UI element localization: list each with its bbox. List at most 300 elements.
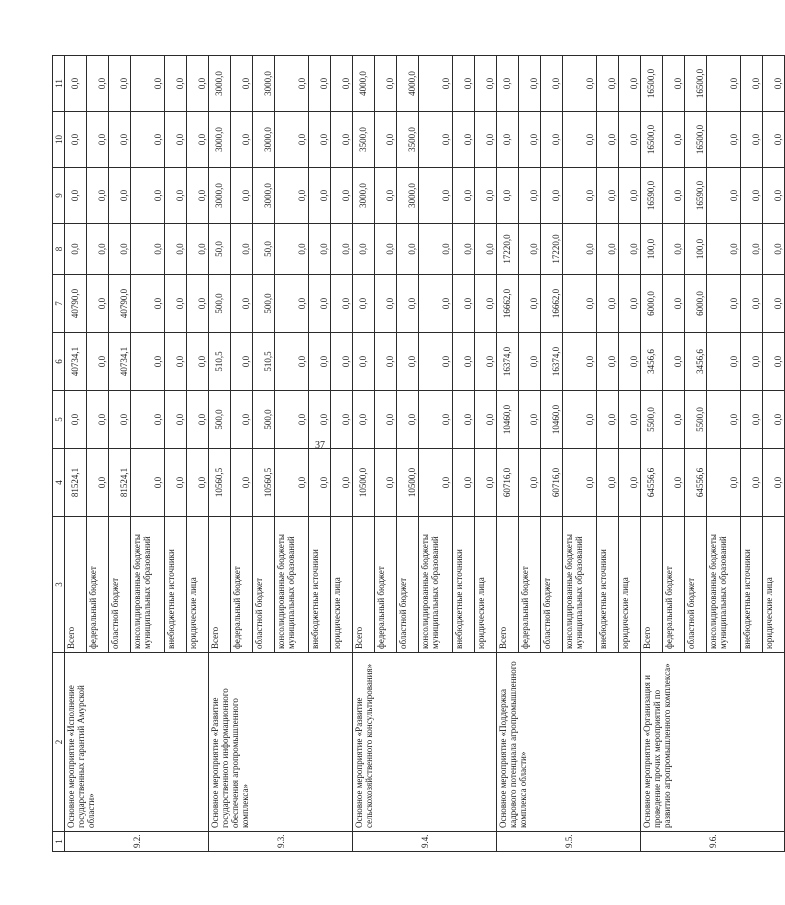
value-cell: 0,0 xyxy=(375,449,397,517)
value-cell: 10500,0 xyxy=(353,449,375,517)
value-cell: 0,0 xyxy=(563,391,597,449)
value-cell: 16500,0 xyxy=(641,56,663,112)
value-cell: 16590,0 xyxy=(641,168,663,224)
value-cell: 0,0 xyxy=(597,56,619,112)
value-cell: 0,0 xyxy=(397,275,419,333)
value-cell: 0,0 xyxy=(741,391,763,449)
funding-source: Всего xyxy=(641,517,663,653)
value-cell: 0,0 xyxy=(375,391,397,449)
value-cell: 0,0 xyxy=(763,224,785,275)
value-cell: 0,0 xyxy=(497,168,519,224)
value-cell: 0,0 xyxy=(619,333,641,391)
funding-source: внебюджетные источники xyxy=(741,517,763,653)
value-cell: 0,0 xyxy=(453,112,475,168)
row-index: 9.4. xyxy=(353,832,497,852)
value-cell: 81524,1 xyxy=(109,449,131,517)
value-cell: 0,0 xyxy=(275,56,309,112)
value-cell: 0,0 xyxy=(619,275,641,333)
value-cell: 0,0 xyxy=(707,224,741,275)
value-cell: 10560,5 xyxy=(209,449,231,517)
measure-name: Основное мероприятие «Организация и проведение прочих мероприятий по развитию агропромышленного комплекса» xyxy=(641,653,785,832)
table-body xyxy=(53,56,785,852)
value-cell: 3000,0 xyxy=(209,56,231,112)
value-cell: 0,0 xyxy=(741,275,763,333)
value-cell: 0,0 xyxy=(87,391,109,449)
value-cell: 0,0 xyxy=(331,391,353,449)
value-cell: 60716,0 xyxy=(541,449,563,517)
value-cell: 0,0 xyxy=(131,112,165,168)
value-cell: 0,0 xyxy=(331,56,353,112)
value-cell: 0,0 xyxy=(187,224,209,275)
value-cell: 0,0 xyxy=(187,391,209,449)
value-cell: 0,0 xyxy=(275,112,309,168)
header-cell: 2 xyxy=(53,653,65,832)
value-cell: 0,0 xyxy=(131,275,165,333)
value-cell: 0,0 xyxy=(597,224,619,275)
value-cell: 0,0 xyxy=(419,275,453,333)
value-cell: 0,0 xyxy=(541,112,563,168)
value-cell: 0,0 xyxy=(475,112,497,168)
table-row xyxy=(353,56,375,852)
value-cell: 10460,0 xyxy=(497,391,519,449)
value-cell: 0,0 xyxy=(397,333,419,391)
value-cell: 0,0 xyxy=(763,333,785,391)
value-cell: 17220,0 xyxy=(497,224,519,275)
value-cell: 0,0 xyxy=(763,56,785,112)
value-cell: 0,0 xyxy=(475,275,497,333)
value-cell: 0,0 xyxy=(309,112,331,168)
value-cell: 0,0 xyxy=(663,56,685,112)
funding-source: федеральный бюджет xyxy=(87,517,109,653)
value-cell: 0,0 xyxy=(619,56,641,112)
value-cell: 0,0 xyxy=(519,56,541,112)
header-row xyxy=(53,56,65,852)
funding-source: консолидированные бюджеты муниципальных образований xyxy=(563,517,597,653)
funding-source: юридические лица xyxy=(763,517,785,653)
value-cell: 0,0 xyxy=(563,275,597,333)
funding-source: Всего xyxy=(497,517,519,653)
table-row xyxy=(497,56,519,852)
value-cell: 0,0 xyxy=(519,449,541,517)
value-cell: 16500,0 xyxy=(641,112,663,168)
funding-source: консолидированные бюджеты муниципальных образований xyxy=(419,517,453,653)
value-cell: 0,0 xyxy=(519,391,541,449)
value-cell: 0,0 xyxy=(619,112,641,168)
value-cell: 0,0 xyxy=(87,56,109,112)
funding-source: юридические лица xyxy=(187,517,209,653)
measure-name: Основное мероприятие «Развитие сельскохозяйственного консультирования» xyxy=(353,653,497,832)
value-cell: 50,0 xyxy=(253,224,275,275)
header-cell: 1 xyxy=(53,832,65,852)
measure-name: Основное мероприятие «Исполнение государственных гарантий Амурской области» xyxy=(65,653,209,832)
value-cell: 0,0 xyxy=(65,391,87,449)
value-cell: 0,0 xyxy=(597,168,619,224)
value-cell: 0,0 xyxy=(619,449,641,517)
value-cell: 0,0 xyxy=(109,168,131,224)
value-cell: 0,0 xyxy=(453,449,475,517)
value-cell: 0,0 xyxy=(275,449,309,517)
value-cell: 500,0 xyxy=(253,391,275,449)
value-cell: 0,0 xyxy=(131,391,165,449)
value-cell: 16500,0 xyxy=(685,112,707,168)
value-cell: 510,5 xyxy=(209,333,231,391)
value-cell: 3000,0 xyxy=(209,168,231,224)
funding-source: областной бюджет xyxy=(685,517,707,653)
value-cell: 4000,0 xyxy=(397,56,419,112)
value-cell: 0,0 xyxy=(309,275,331,333)
value-cell: 0,0 xyxy=(309,56,331,112)
funding-source: юридические лица xyxy=(475,517,497,653)
value-cell: 0,0 xyxy=(309,333,331,391)
value-cell: 0,0 xyxy=(375,333,397,391)
value-cell: 0,0 xyxy=(619,391,641,449)
value-cell: 0,0 xyxy=(275,333,309,391)
value-cell: 510,5 xyxy=(253,333,275,391)
funding-source: Всего xyxy=(353,517,375,653)
value-cell: 0,0 xyxy=(619,168,641,224)
value-cell: 0,0 xyxy=(131,168,165,224)
value-cell: 17220,0 xyxy=(541,224,563,275)
value-cell: 0,0 xyxy=(187,56,209,112)
value-cell: 0,0 xyxy=(419,449,453,517)
value-cell: 0,0 xyxy=(275,275,309,333)
value-cell: 0,0 xyxy=(353,333,375,391)
value-cell: 0,0 xyxy=(597,333,619,391)
value-cell: 0,0 xyxy=(563,449,597,517)
value-cell: 0,0 xyxy=(109,112,131,168)
value-cell: 0,0 xyxy=(165,56,187,112)
value-cell: 0,0 xyxy=(707,168,741,224)
funding-source: областной бюджет xyxy=(541,517,563,653)
value-cell: 0,0 xyxy=(741,333,763,391)
value-cell: 64556,6 xyxy=(641,449,663,517)
table-row xyxy=(641,56,663,852)
value-cell: 0,0 xyxy=(563,333,597,391)
value-cell: 0,0 xyxy=(519,333,541,391)
value-cell: 0,0 xyxy=(497,56,519,112)
value-cell: 0,0 xyxy=(707,391,741,449)
value-cell: 0,0 xyxy=(563,112,597,168)
table-row xyxy=(65,56,87,852)
value-cell: 0,0 xyxy=(231,449,253,517)
value-cell: 0,0 xyxy=(419,56,453,112)
value-cell: 3000,0 xyxy=(397,168,419,224)
value-cell: 0,0 xyxy=(397,224,419,275)
value-cell: 0,0 xyxy=(475,333,497,391)
value-cell: 0,0 xyxy=(87,275,109,333)
value-cell: 0,0 xyxy=(231,333,253,391)
value-cell: 5500,0 xyxy=(685,391,707,449)
value-cell: 0,0 xyxy=(309,449,331,517)
value-cell: 0,0 xyxy=(65,168,87,224)
rotated-table-wrapper xyxy=(52,56,783,852)
value-cell: 0,0 xyxy=(453,275,475,333)
value-cell: 0,0 xyxy=(475,224,497,275)
value-cell: 0,0 xyxy=(663,391,685,449)
value-cell: 0,0 xyxy=(475,391,497,449)
value-cell: 81524,1 xyxy=(65,449,87,517)
value-cell: 500,0 xyxy=(253,275,275,333)
value-cell: 0,0 xyxy=(741,224,763,275)
value-cell: 0,0 xyxy=(375,112,397,168)
value-cell: 0,0 xyxy=(65,224,87,275)
header-cell: 8 xyxy=(53,224,65,275)
value-cell: 0,0 xyxy=(131,449,165,517)
value-cell: 0,0 xyxy=(165,333,187,391)
funding-source: внебюджетные источники xyxy=(165,517,187,653)
value-cell: 0,0 xyxy=(419,168,453,224)
value-cell: 3500,0 xyxy=(353,112,375,168)
value-cell: 0,0 xyxy=(331,168,353,224)
funding-source: юридические лица xyxy=(331,517,353,653)
value-cell: 4000,0 xyxy=(353,56,375,112)
value-cell: 0,0 xyxy=(109,56,131,112)
funding-source: консолидированные бюджеты муниципальных образований xyxy=(131,517,165,653)
value-cell: 0,0 xyxy=(231,112,253,168)
value-cell: 40734,1 xyxy=(65,333,87,391)
funding-source: консолидированные бюджеты муниципальных образований xyxy=(275,517,309,653)
funding-source: областной бюджет xyxy=(253,517,275,653)
budget-table xyxy=(52,55,785,852)
value-cell: 0,0 xyxy=(663,112,685,168)
value-cell: 0,0 xyxy=(187,112,209,168)
funding-source: федеральный бюджет xyxy=(519,517,541,653)
value-cell: 0,0 xyxy=(663,333,685,391)
value-cell: 0,0 xyxy=(663,168,685,224)
funding-source: юридические лица xyxy=(619,517,641,653)
value-cell: 0,0 xyxy=(131,224,165,275)
value-cell: 3500,0 xyxy=(397,112,419,168)
value-cell: 5500,0 xyxy=(641,391,663,449)
value-cell: 6000,0 xyxy=(641,275,663,333)
value-cell: 0,0 xyxy=(597,449,619,517)
funding-source: федеральный бюджет xyxy=(231,517,253,653)
header-cell: 11 xyxy=(53,56,65,112)
header-cell: 6 xyxy=(53,333,65,391)
value-cell: 0,0 xyxy=(519,112,541,168)
value-cell: 16374,0 xyxy=(541,333,563,391)
row-index: 9.5. xyxy=(497,832,641,852)
value-cell: 0,0 xyxy=(741,168,763,224)
funding-source: Всего xyxy=(209,517,231,653)
value-cell: 0,0 xyxy=(563,56,597,112)
funding-source: внебюджетные источники xyxy=(597,517,619,653)
value-cell: 0,0 xyxy=(231,56,253,112)
value-cell: 100,0 xyxy=(685,224,707,275)
value-cell: 40734,1 xyxy=(109,333,131,391)
value-cell: 0,0 xyxy=(707,333,741,391)
value-cell: 16500,0 xyxy=(685,56,707,112)
value-cell: 0,0 xyxy=(707,275,741,333)
value-cell: 0,0 xyxy=(331,224,353,275)
value-cell: 0,0 xyxy=(375,56,397,112)
value-cell: 100,0 xyxy=(641,224,663,275)
value-cell: 10500,0 xyxy=(397,449,419,517)
measure-name: Основное мероприятие «Развитие государственного информационного обеспечения агропромышленного комплекса» xyxy=(209,653,353,832)
value-cell: 40790,0 xyxy=(109,275,131,333)
value-cell: 3000,0 xyxy=(253,56,275,112)
value-cell: 0,0 xyxy=(187,168,209,224)
value-cell: 64556,6 xyxy=(685,449,707,517)
value-cell: 0,0 xyxy=(741,112,763,168)
value-cell: 0,0 xyxy=(187,449,209,517)
value-cell: 0,0 xyxy=(109,391,131,449)
value-cell: 0,0 xyxy=(87,224,109,275)
value-cell: 0,0 xyxy=(453,56,475,112)
value-cell: 0,0 xyxy=(453,333,475,391)
value-cell: 0,0 xyxy=(741,56,763,112)
value-cell: 0,0 xyxy=(109,224,131,275)
value-cell: 0,0 xyxy=(165,275,187,333)
value-cell: 0,0 xyxy=(331,112,353,168)
value-cell: 0,0 xyxy=(331,449,353,517)
value-cell: 0,0 xyxy=(331,333,353,391)
funding-source: консолидированные бюджеты муниципальных образований xyxy=(707,517,741,653)
table-row xyxy=(209,56,231,852)
header-cell: 3 xyxy=(53,517,65,653)
value-cell: 0,0 xyxy=(563,224,597,275)
value-cell: 16662,0 xyxy=(541,275,563,333)
value-cell: 0,0 xyxy=(453,168,475,224)
value-cell: 0,0 xyxy=(497,112,519,168)
value-cell: 0,0 xyxy=(309,224,331,275)
value-cell: 500,0 xyxy=(209,275,231,333)
value-cell: 0,0 xyxy=(375,168,397,224)
value-cell: 16662,0 xyxy=(497,275,519,333)
value-cell: 0,0 xyxy=(663,449,685,517)
value-cell: 16374,0 xyxy=(497,333,519,391)
value-cell: 0,0 xyxy=(541,168,563,224)
value-cell: 0,0 xyxy=(131,333,165,391)
row-index: 9.6. xyxy=(641,832,785,852)
value-cell: 0,0 xyxy=(165,449,187,517)
header-cell: 10 xyxy=(53,112,65,168)
value-cell: 0,0 xyxy=(275,224,309,275)
value-cell: 0,0 xyxy=(419,112,453,168)
value-cell: 0,0 xyxy=(763,275,785,333)
value-cell: 0,0 xyxy=(375,275,397,333)
value-cell: 0,0 xyxy=(231,168,253,224)
value-cell: 0,0 xyxy=(419,224,453,275)
value-cell: 0,0 xyxy=(65,56,87,112)
value-cell: 0,0 xyxy=(619,224,641,275)
value-cell: 0,0 xyxy=(707,56,741,112)
value-cell: 0,0 xyxy=(519,224,541,275)
header-cell: 5 xyxy=(53,391,65,449)
header-cell: 4 xyxy=(53,449,65,517)
value-cell: 0,0 xyxy=(309,391,331,449)
value-cell: 0,0 xyxy=(519,168,541,224)
value-cell: 3000,0 xyxy=(209,112,231,168)
funding-source: Всего xyxy=(65,517,87,653)
value-cell: 3000,0 xyxy=(253,168,275,224)
value-cell: 0,0 xyxy=(453,391,475,449)
value-cell: 0,0 xyxy=(187,275,209,333)
value-cell: 0,0 xyxy=(597,391,619,449)
value-cell: 0,0 xyxy=(331,275,353,333)
value-cell: 0,0 xyxy=(165,391,187,449)
value-cell: 0,0 xyxy=(87,449,109,517)
value-cell: 0,0 xyxy=(231,224,253,275)
value-cell: 3000,0 xyxy=(353,168,375,224)
value-cell: 3456,6 xyxy=(685,333,707,391)
value-cell: 16590,0 xyxy=(685,168,707,224)
header-cell: 9 xyxy=(53,168,65,224)
value-cell: 0,0 xyxy=(453,224,475,275)
value-cell: 0,0 xyxy=(475,56,497,112)
value-cell: 0,0 xyxy=(353,391,375,449)
value-cell: 500,0 xyxy=(209,391,231,449)
value-cell: 0,0 xyxy=(165,224,187,275)
page-number: 37 xyxy=(315,440,325,451)
value-cell: 0,0 xyxy=(741,449,763,517)
value-cell: 10560,5 xyxy=(253,449,275,517)
measure-name: Основное мероприятие «Поддержка кадрового потенциала агропромышленного комплекса области» xyxy=(497,653,641,832)
row-index: 9.3. xyxy=(209,832,353,852)
value-cell: 60716,0 xyxy=(497,449,519,517)
value-cell: 3000,0 xyxy=(253,112,275,168)
funding-source: областной бюджет xyxy=(397,517,419,653)
value-cell: 0,0 xyxy=(763,112,785,168)
funding-source: внебюджетные источники xyxy=(453,517,475,653)
value-cell: 0,0 xyxy=(131,56,165,112)
value-cell: 0,0 xyxy=(663,224,685,275)
value-cell: 0,0 xyxy=(475,449,497,517)
header-cell: 7 xyxy=(53,275,65,333)
value-cell: 0,0 xyxy=(519,275,541,333)
value-cell: 0,0 xyxy=(763,449,785,517)
value-cell: 0,0 xyxy=(763,391,785,449)
value-cell: 0,0 xyxy=(187,333,209,391)
value-cell: 0,0 xyxy=(87,168,109,224)
value-cell: 0,0 xyxy=(87,333,109,391)
value-cell: 0,0 xyxy=(763,168,785,224)
value-cell: 0,0 xyxy=(419,391,453,449)
value-cell: 0,0 xyxy=(397,391,419,449)
funding-source: областной бюджет xyxy=(109,517,131,653)
value-cell: 0,0 xyxy=(475,168,497,224)
value-cell: 0,0 xyxy=(375,224,397,275)
value-cell: 0,0 xyxy=(353,224,375,275)
row-index: 9.2. xyxy=(65,832,209,852)
value-cell: 3456,6 xyxy=(641,333,663,391)
value-cell: 0,0 xyxy=(165,112,187,168)
value-cell: 0,0 xyxy=(597,112,619,168)
funding-source: внебюджетные источники xyxy=(309,517,331,653)
value-cell: 0,0 xyxy=(65,112,87,168)
value-cell: 0,0 xyxy=(353,275,375,333)
funding-source: федеральный бюджет xyxy=(375,517,397,653)
value-cell: 0,0 xyxy=(419,333,453,391)
value-cell: 0,0 xyxy=(275,391,309,449)
value-cell: 10460,0 xyxy=(541,391,563,449)
value-cell: 0,0 xyxy=(87,112,109,168)
value-cell: 0,0 xyxy=(165,168,187,224)
value-cell: 40790,0 xyxy=(65,275,87,333)
value-cell: 0,0 xyxy=(563,168,597,224)
value-cell: 0,0 xyxy=(541,56,563,112)
value-cell: 0,0 xyxy=(707,449,741,517)
value-cell: 0,0 xyxy=(231,275,253,333)
value-cell: 0,0 xyxy=(275,168,309,224)
value-cell: 6000,0 xyxy=(685,275,707,333)
value-cell: 0,0 xyxy=(597,275,619,333)
value-cell: 0,0 xyxy=(231,391,253,449)
value-cell: 0,0 xyxy=(663,275,685,333)
value-cell: 50,0 xyxy=(209,224,231,275)
value-cell: 0,0 xyxy=(309,168,331,224)
value-cell: 0,0 xyxy=(707,112,741,168)
